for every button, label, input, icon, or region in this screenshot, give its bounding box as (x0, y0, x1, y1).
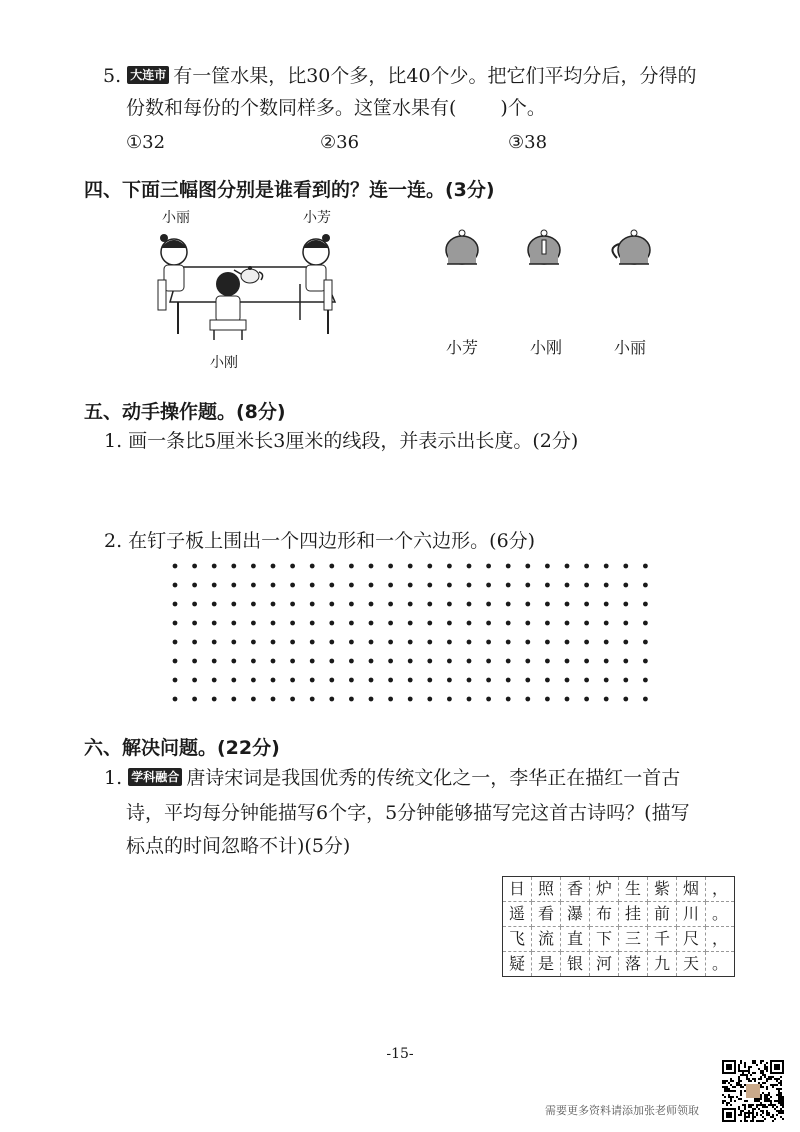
peg-dot[interactable] (525, 621, 530, 626)
peg-dot[interactable] (231, 697, 236, 702)
peg-dot[interactable] (290, 564, 295, 569)
peg-dot[interactable] (467, 678, 472, 683)
q5-text-2b: )个。 (500, 97, 546, 119)
peg-dot[interactable] (584, 602, 589, 607)
peg-dot[interactable] (643, 678, 648, 683)
section6-q1-line3: 标点的时间忽略不计)(5分) (126, 835, 351, 857)
peg-dot[interactable] (623, 602, 628, 607)
poem-grid (502, 876, 735, 977)
peg-dot[interactable] (271, 602, 276, 607)
peg-dot[interactable] (584, 621, 589, 626)
poem-char: 。 (706, 902, 734, 927)
peg-dot[interactable] (565, 697, 570, 702)
peg-dot[interactable] (584, 564, 589, 569)
peg-dot[interactable] (310, 697, 315, 702)
peg-dot[interactable] (623, 659, 628, 664)
peg-dot[interactable] (271, 621, 276, 626)
peg-dot[interactable] (349, 564, 354, 569)
poem-char: 落 (619, 952, 648, 976)
poem-char: 河 (590, 952, 619, 976)
peg-dot[interactable] (486, 697, 491, 702)
peg-dot[interactable] (349, 602, 354, 607)
peg-dot[interactable] (369, 621, 374, 626)
poem-char: 尺 (677, 927, 706, 952)
poem-char: 烟 (677, 877, 706, 902)
peg-dot[interactable] (212, 659, 217, 664)
peg-dot[interactable] (369, 583, 374, 588)
peg-dot[interactable] (388, 583, 393, 588)
peg-dot[interactable] (349, 697, 354, 702)
peg-dot[interactable] (212, 640, 217, 645)
section4-title: 四、下面三幅图分别是谁看到的？连一连。(3分) (84, 179, 495, 201)
peg-dot[interactable] (173, 678, 178, 683)
peg-dot[interactable] (506, 583, 511, 588)
peg-dot[interactable] (584, 678, 589, 683)
q5-line2 (126, 92, 546, 124)
peg-dot[interactable] (408, 659, 413, 664)
peg-dot[interactable] (408, 602, 413, 607)
peg-dot[interactable] (310, 678, 315, 683)
peg-dot[interactable] (623, 697, 628, 702)
teapot-view-spout (520, 220, 568, 268)
peg-dot[interactable] (545, 621, 550, 626)
peg-dot[interactable] (271, 640, 276, 645)
teapot-view-handle (604, 220, 660, 268)
peg-dot[interactable] (643, 659, 648, 664)
answer-name-2[interactable]: 小刚 (530, 338, 563, 357)
peg-dot[interactable] (604, 640, 609, 645)
peg-dot[interactable] (467, 583, 472, 588)
q5-option-2[interactable]: ②36 (320, 132, 360, 153)
peg-dot[interactable] (310, 640, 315, 645)
peg-dot[interactable] (643, 583, 648, 588)
name-xiaofang: 小芳 (303, 210, 331, 226)
peg-dot[interactable] (271, 564, 276, 569)
peg-dot[interactable] (506, 678, 511, 683)
teapot-view-front (438, 220, 486, 268)
peg-dot[interactable] (192, 564, 197, 569)
poem-char: 川 (677, 902, 706, 927)
poem-char: 前 (648, 902, 677, 927)
peg-dot[interactable] (525, 678, 530, 683)
poem-char: 是 (532, 952, 561, 976)
peg-dot[interactable] (545, 697, 550, 702)
peg-dot[interactable] (290, 621, 295, 626)
peg-dot[interactable] (506, 602, 511, 607)
peg-dot[interactable] (604, 583, 609, 588)
q5-option-3[interactable]: ③38 (508, 132, 548, 153)
peg-dot[interactable] (447, 602, 452, 607)
peg-dot[interactable] (173, 640, 178, 645)
poem-char: 九 (648, 952, 677, 976)
peg-dot[interactable] (231, 564, 236, 569)
peg-dot[interactable] (329, 564, 334, 569)
peg-dot[interactable] (623, 640, 628, 645)
poem-char: 天 (677, 952, 706, 976)
section5-title: 五、动手操作题。(8分) (84, 401, 286, 423)
peg-dot[interactable] (192, 602, 197, 607)
q5-text-1: 有一筐水果，比30个多，比40个少。把它们平均分后，分得的 (173, 65, 697, 87)
peg-dot[interactable] (329, 640, 334, 645)
peg-dot[interactable] (584, 697, 589, 702)
poem-char: 照 (532, 877, 561, 902)
drawing-area[interactable] (126, 462, 686, 522)
peg-dot[interactable] (447, 621, 452, 626)
peg-dot[interactable] (369, 659, 374, 664)
peg-dot[interactable] (329, 602, 334, 607)
peg-dot[interactable] (310, 659, 315, 664)
peg-dot[interactable] (290, 640, 295, 645)
peg-dot[interactable] (173, 621, 178, 626)
peg-dot[interactable] (467, 602, 472, 607)
table-scene-illustration (150, 222, 350, 352)
peg-dot[interactable] (408, 697, 413, 702)
peg-dot[interactable] (329, 678, 334, 683)
peg-dot[interactable] (486, 659, 491, 664)
peg-dot[interactable] (251, 640, 256, 645)
poem-char: 下 (590, 927, 619, 952)
peg-dot[interactable] (525, 602, 530, 607)
peg-dot[interactable] (623, 621, 628, 626)
peg-dot[interactable] (506, 621, 511, 626)
section5-q1: 1. 画一条比5厘米长3厘米的线段，并表示出长度。(2分) (104, 430, 579, 452)
peg-dot[interactable] (231, 621, 236, 626)
poem-char: 香 (561, 877, 590, 902)
peg-dot[interactable] (369, 697, 374, 702)
poem-char: 遥 (503, 902, 532, 927)
poem-char: 瀑 (561, 902, 590, 927)
peg-dot[interactable] (212, 678, 217, 683)
peg-dot[interactable] (173, 659, 178, 664)
peg-dot[interactable] (349, 659, 354, 664)
peg-dot[interactable] (192, 583, 197, 588)
poem-row (503, 927, 734, 952)
peg-dot[interactable] (525, 659, 530, 664)
peg-dot[interactable] (271, 697, 276, 702)
page-number: -15- (386, 1046, 414, 1062)
poem-char: 直 (561, 927, 590, 952)
peg-dot[interactable] (545, 583, 550, 588)
q5-number: 5. (103, 65, 122, 87)
peg-dot[interactable] (427, 659, 432, 664)
q5-line1 (103, 60, 697, 92)
peg-dot[interactable] (623, 678, 628, 683)
peg-dot[interactable] (290, 602, 295, 607)
peg-dot[interactable] (231, 640, 236, 645)
peg-dot[interactable] (447, 564, 452, 569)
peg-dot[interactable] (349, 640, 354, 645)
peg-dot[interactable] (251, 678, 256, 683)
peg-dot[interactable] (388, 640, 393, 645)
peg-dot[interactable] (447, 583, 452, 588)
peg-dot[interactable] (427, 564, 432, 569)
peg-dot[interactable] (545, 678, 550, 683)
peg-dot[interactable] (251, 659, 256, 664)
poem-char: 三 (619, 927, 648, 952)
peg-dot[interactable] (192, 678, 197, 683)
poem-char: 。 (711, 954, 728, 973)
peg-dot[interactable] (388, 564, 393, 569)
peg-dot[interactable] (388, 659, 393, 664)
poem-char: ， (706, 877, 734, 902)
peg-dot[interactable] (388, 697, 393, 702)
peg-dot[interactable] (565, 602, 570, 607)
peg-dot[interactable] (525, 583, 530, 588)
peg-dot[interactable] (231, 583, 236, 588)
peg-dot[interactable] (506, 564, 511, 569)
poem-char: 布 (590, 902, 619, 927)
poem-char: 飞 (503, 927, 532, 952)
peg-dot[interactable] (329, 621, 334, 626)
peg-dot[interactable] (290, 583, 295, 588)
peg-dot[interactable] (604, 621, 609, 626)
answer-name-1[interactable]: 小芳 (446, 338, 479, 357)
q1-text-1: 唐诗宋词是我国优秀的传统文化之一，李华正在描红一首古 (186, 767, 681, 789)
peg-dot[interactable] (192, 659, 197, 664)
peg-dot[interactable] (545, 564, 550, 569)
peg-dot[interactable] (427, 697, 432, 702)
peg-dot[interactable] (408, 621, 413, 626)
peg-dot[interactable] (545, 602, 550, 607)
peg-dot[interactable] (604, 564, 609, 569)
peg-dot[interactable] (173, 583, 178, 588)
peg-dot[interactable] (565, 564, 570, 569)
peg-dot[interactable] (231, 678, 236, 683)
answer-name-3[interactable]: 小丽 (614, 338, 647, 357)
poem-char: 流 (532, 927, 561, 952)
peg-dot[interactable] (369, 564, 374, 569)
peg-dot[interactable] (427, 583, 432, 588)
poem-row (503, 952, 734, 976)
peg-dot[interactable] (467, 659, 472, 664)
peg-dot[interactable] (349, 583, 354, 588)
peg-dot[interactable] (584, 640, 589, 645)
peg-dot[interactable] (525, 564, 530, 569)
peg-dot[interactable] (604, 602, 609, 607)
q1-number: 1. (104, 767, 123, 789)
peg-dot[interactable] (349, 621, 354, 626)
name-xiaoli: 小丽 (162, 210, 190, 226)
peg-dot[interactable] (506, 640, 511, 645)
peg-dot[interactable] (388, 602, 393, 607)
peg-dot[interactable] (369, 640, 374, 645)
peg-dot[interactable] (565, 678, 570, 683)
peg-dot[interactable] (271, 583, 276, 588)
peg-dot[interactable] (173, 602, 178, 607)
poem-char: 疑 (503, 952, 532, 976)
peg-dot[interactable] (369, 678, 374, 683)
peg-dot[interactable] (525, 697, 530, 702)
peg-dot[interactable] (231, 659, 236, 664)
section6-title: 六、解决问题。(22分) (84, 737, 280, 759)
peg-dot[interactable] (329, 659, 334, 664)
poem-char: 炉 (590, 877, 619, 902)
section6-q1-line2: 诗，平均每分钟能描写6个字，5分钟能够描写完这首古诗吗？(描写 (126, 802, 690, 824)
peg-dot[interactable] (251, 621, 256, 626)
peg-dot[interactable] (604, 697, 609, 702)
peg-dot[interactable] (486, 602, 491, 607)
region-tag: 大连市 (127, 66, 169, 84)
peg-dot[interactable] (310, 583, 315, 588)
peg-dot[interactable] (486, 640, 491, 645)
peg-dot[interactable] (486, 678, 491, 683)
peg-dot[interactable] (212, 602, 217, 607)
peg-dot[interactable] (427, 640, 432, 645)
peg-dot[interactable] (388, 621, 393, 626)
peg-dot[interactable] (349, 678, 354, 683)
poem-char: 挂 (619, 902, 648, 927)
poem-char: 看 (532, 902, 561, 927)
poem-char: 紫 (648, 877, 677, 902)
peg-dot[interactable] (604, 659, 609, 664)
peg-dot[interactable] (212, 621, 217, 626)
name-xiaogang: 小刚 (210, 355, 238, 371)
peg-dot[interactable] (173, 697, 178, 702)
peg-dot[interactable] (565, 621, 570, 626)
peg-dot[interactable] (427, 602, 432, 607)
peg-dot[interactable] (427, 678, 432, 683)
peg-dot[interactable] (643, 640, 648, 645)
peg-dot[interactable] (192, 621, 197, 626)
peg-dot[interactable] (486, 621, 491, 626)
peg-dot[interactable] (427, 621, 432, 626)
peg-dot[interactable] (251, 602, 256, 607)
peg-dot[interactable] (310, 621, 315, 626)
peg-dot[interactable] (369, 602, 374, 607)
peg-dot[interactable] (506, 659, 511, 664)
peg-dot[interactable] (271, 678, 276, 683)
q5-option-1[interactable]: ①32 (126, 132, 166, 153)
peg-dot[interactable] (486, 564, 491, 569)
peg-dot[interactable] (192, 640, 197, 645)
peg-dot[interactable] (565, 583, 570, 588)
peg-dot[interactable] (643, 621, 648, 626)
peg-dot[interactable] (447, 659, 452, 664)
peg-dot[interactable] (212, 697, 217, 702)
peg-dot[interactable] (565, 640, 570, 645)
peg-dot[interactable] (212, 583, 217, 588)
peg-board[interactable] (170, 560, 650, 705)
q5-text-2a: 份数和每份的个数同样多。这筐水果有( (126, 97, 457, 119)
peg-dot[interactable] (408, 564, 413, 569)
subject-tag: 学科融合 (128, 768, 182, 786)
peg-dot[interactable] (604, 678, 609, 683)
peg-dot[interactable] (467, 640, 472, 645)
peg-dot[interactable] (408, 583, 413, 588)
footer-note: 需要更多资料请添加张老师领取 (545, 1104, 699, 1117)
peg-dot[interactable] (584, 659, 589, 664)
poem-char: ， (706, 927, 734, 952)
peg-dot[interactable] (271, 659, 276, 664)
peg-dot[interactable] (192, 697, 197, 702)
peg-dot[interactable] (290, 678, 295, 683)
peg-dot[interactable] (447, 697, 452, 702)
peg-dot[interactable] (388, 678, 393, 683)
section5-q2: 2. 在钉子板上围出一个四边形和一个六边形。(6分) (104, 530, 536, 552)
peg-dot[interactable] (467, 621, 472, 626)
peg-dot[interactable] (251, 697, 256, 702)
peg-dot[interactable] (251, 564, 256, 569)
qr-code (722, 1060, 784, 1122)
peg-dot[interactable] (447, 640, 452, 645)
poem-char: 日 (503, 877, 532, 902)
peg-dot[interactable] (290, 659, 295, 664)
peg-dot[interactable] (506, 697, 511, 702)
peg-dot[interactable] (467, 564, 472, 569)
peg-dot[interactable] (408, 640, 413, 645)
peg-dot[interactable] (290, 697, 295, 702)
peg-dot[interactable] (545, 659, 550, 664)
peg-dot[interactable] (545, 640, 550, 645)
peg-dot[interactable] (584, 583, 589, 588)
peg-dot[interactable] (467, 697, 472, 702)
peg-dot[interactable] (623, 583, 628, 588)
poem-row (503, 877, 734, 902)
poem-char: 银 (561, 952, 590, 976)
peg-dot[interactable] (643, 602, 648, 607)
peg-dot[interactable] (329, 697, 334, 702)
peg-dot[interactable] (310, 602, 315, 607)
peg-dot[interactable] (447, 678, 452, 683)
peg-dot[interactable] (643, 564, 648, 569)
poem-char: 千 (648, 927, 677, 952)
peg-dot[interactable] (525, 640, 530, 645)
peg-dot[interactable] (212, 564, 217, 569)
peg-dot[interactable] (251, 583, 256, 588)
peg-dot[interactable] (643, 697, 648, 702)
section6-q1-line1 (104, 762, 680, 794)
peg-dot[interactable] (408, 678, 413, 683)
poem-char: 生 (619, 877, 648, 902)
peg-dot[interactable] (231, 602, 236, 607)
peg-dot[interactable] (486, 583, 491, 588)
peg-dot[interactable] (565, 659, 570, 664)
peg-dot[interactable] (173, 564, 178, 569)
peg-dot[interactable] (310, 564, 315, 569)
poem-row (503, 902, 734, 927)
peg-dot[interactable] (329, 583, 334, 588)
peg-dot[interactable] (623, 564, 628, 569)
